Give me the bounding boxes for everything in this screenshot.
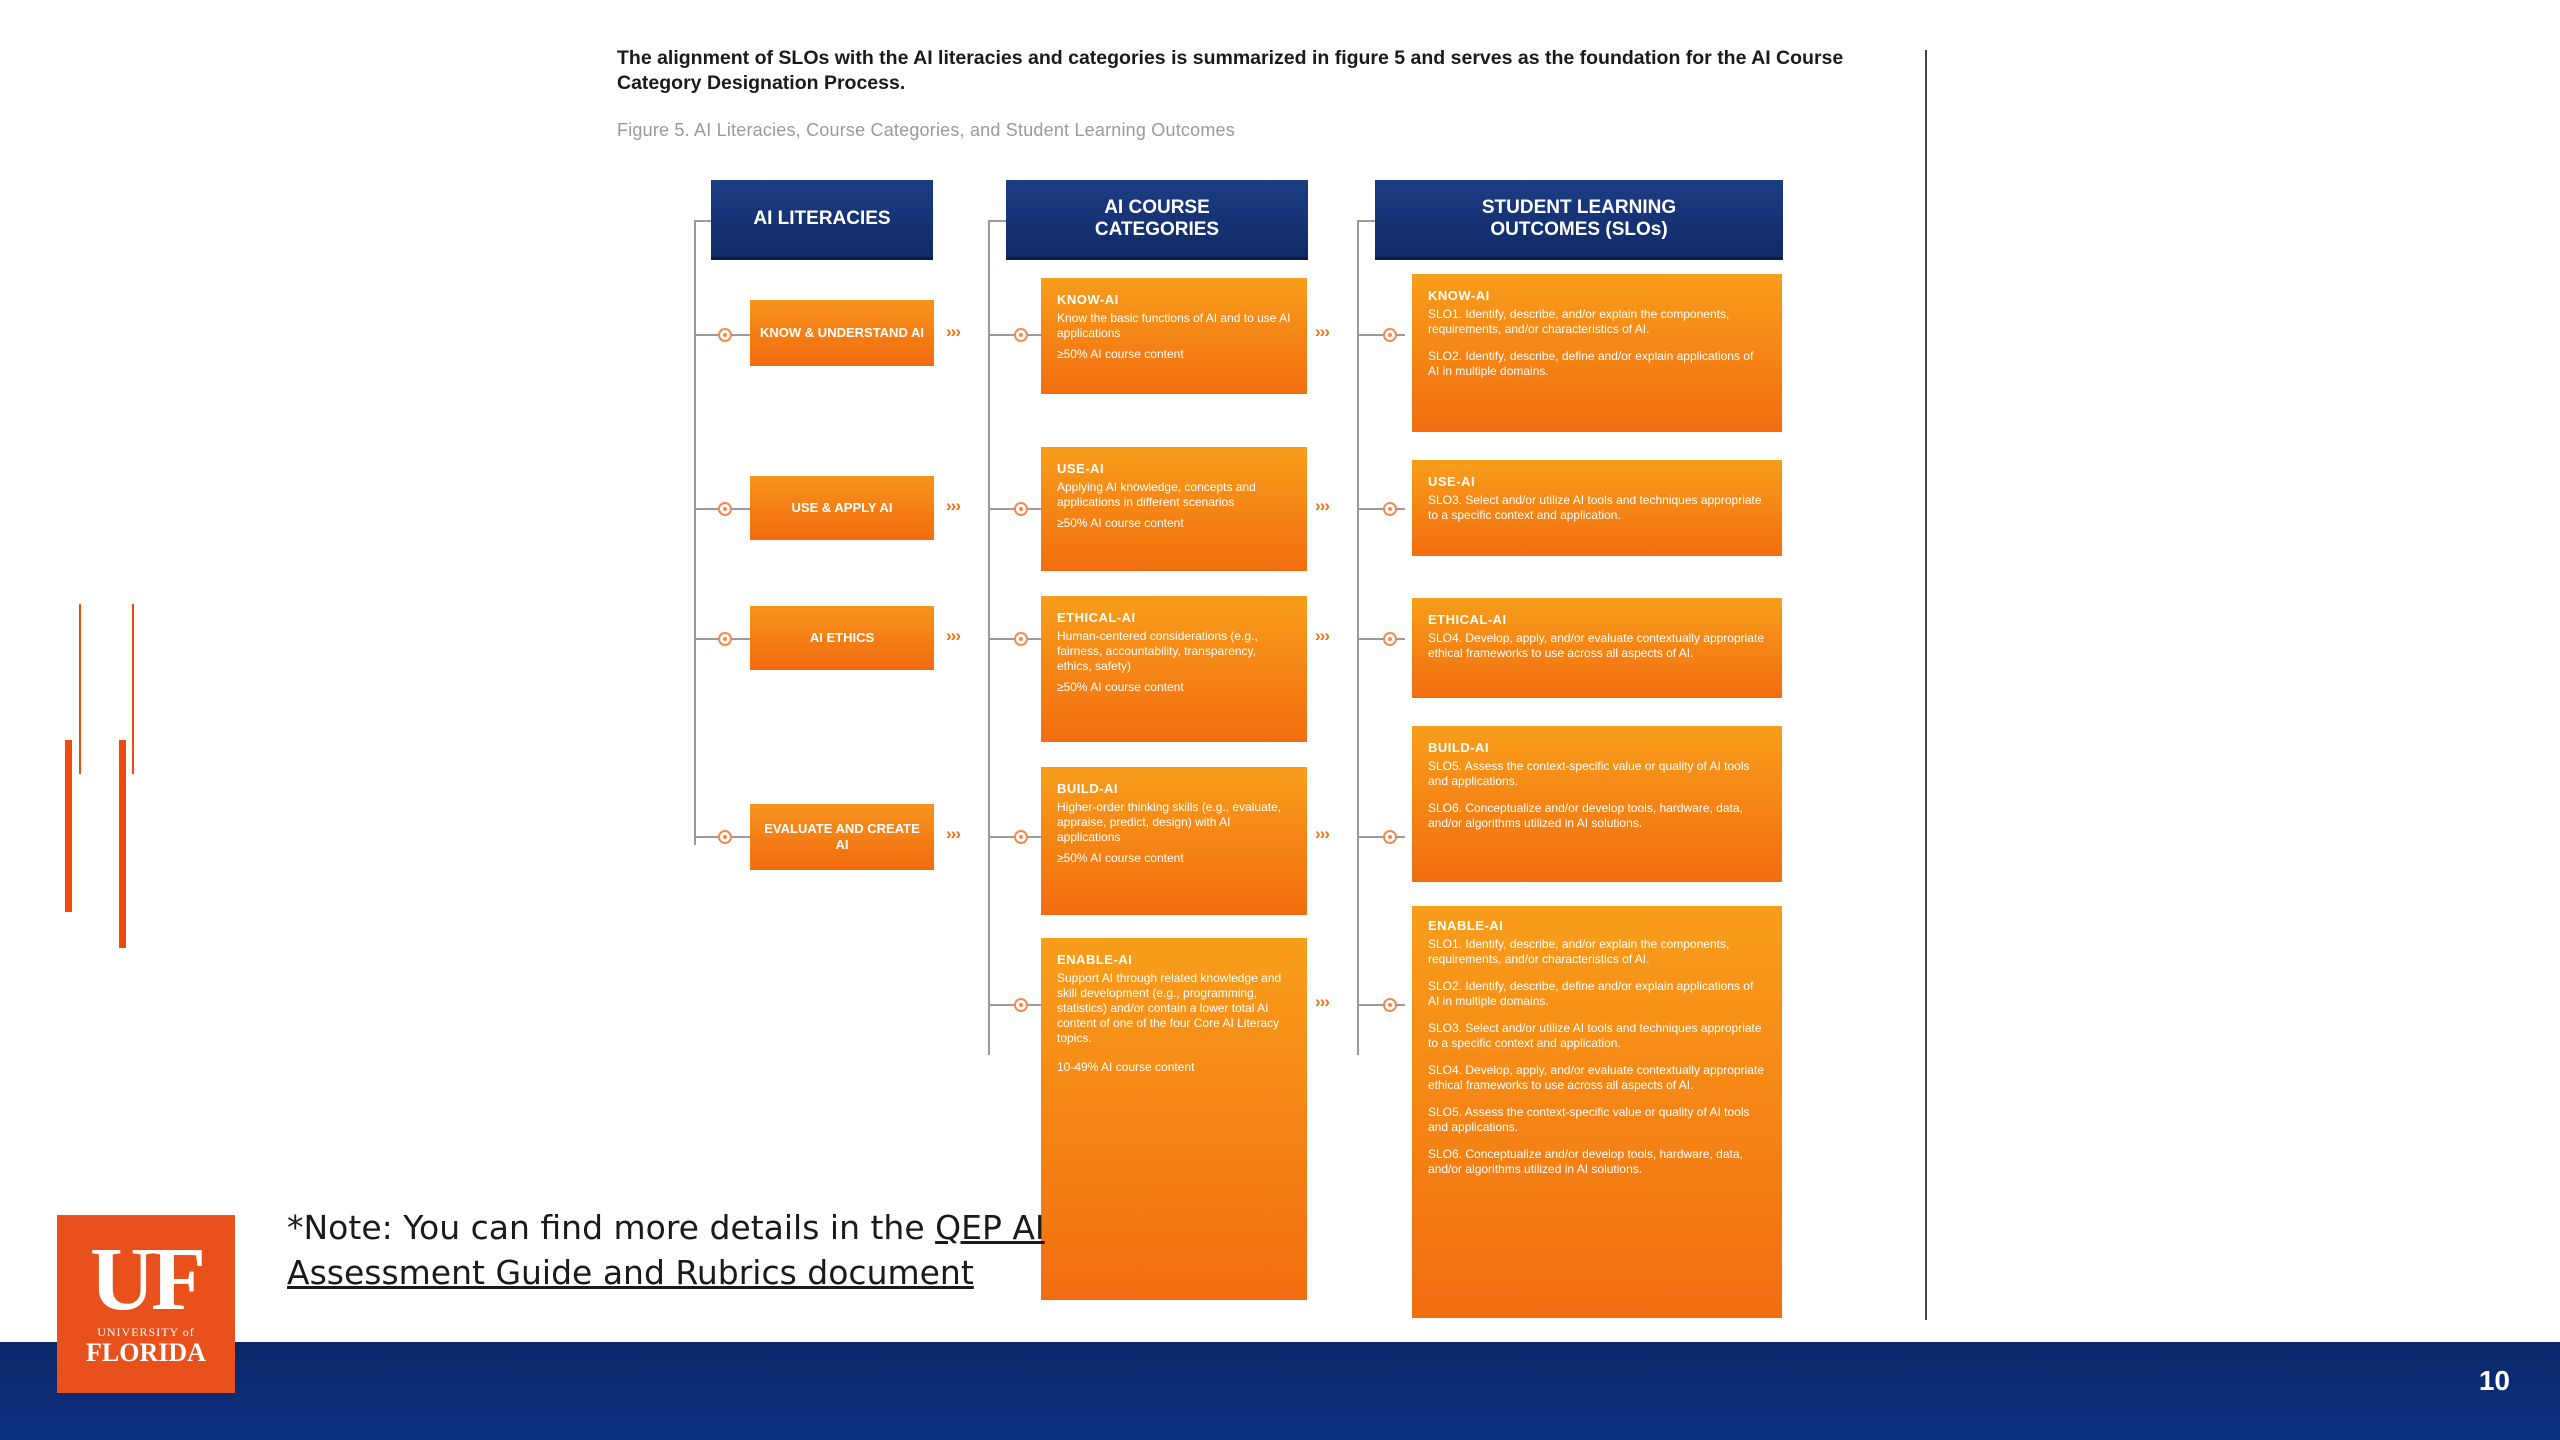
- header-ai-literacies: AI LITERACIES: [711, 180, 933, 260]
- category-title: BUILD-AI: [1057, 781, 1119, 796]
- slo-title: ETHICAL-AI: [1428, 612, 1507, 627]
- slo-title: BUILD-AI: [1428, 740, 1490, 755]
- vertical-divider: [1925, 50, 1927, 1320]
- slo-know-ai: [1412, 274, 1782, 432]
- slo-item: SLO1. Identify, describe, and/or explain the components, requirements, and/or characteristics of AI.: [1428, 307, 1730, 336]
- slo-item: SLO2. Identify, describe, define and/or explain applications of AI in multiple domains.: [1428, 349, 1754, 378]
- page-number: 10: [2478, 1365, 2510, 1396]
- slo-item: SLO2. Identify, describe, define and/or explain applications of AI in multiple domains.: [1428, 979, 1754, 1008]
- connector-dot: [1383, 502, 1397, 516]
- connector-dot: [1383, 998, 1397, 1012]
- connector-dot: [1383, 328, 1397, 342]
- category-title: USE-AI: [1057, 461, 1105, 476]
- connector-dot: [718, 830, 732, 844]
- footer-bar: [0, 1338, 2560, 1440]
- category-desc: Support AI through related knowledge and skill development (e.g., programming, statistics) and/or contain a lower total AI content of one of the four Core AI Literacy topics.: [1057, 971, 1282, 1045]
- category-pct: ≥50% AI course content: [1057, 851, 1184, 865]
- slo-ethical-ai: [1412, 598, 1782, 698]
- footnote: [287, 1205, 1207, 1295]
- slo-item: SLO4. Develop, apply, and/or evaluate contextually appropriate ethical frameworks to use across all aspects of AI.: [1428, 631, 1764, 660]
- header-ai-course-categories: AI COURSE CATEGORIES: [1006, 180, 1308, 260]
- logo-university-of: UNIVERSITY of: [97, 1325, 195, 1339]
- uf-logo: [57, 1215, 235, 1393]
- connector-line: [694, 220, 696, 845]
- connector-line: [1357, 220, 1375, 222]
- category-know-ai: [1041, 278, 1307, 394]
- category-build-ai: [1041, 767, 1307, 915]
- slo-item: SLO6. Conceptualize and/or develop tools, hardware, data, and/or algorithms utilized in AI solutions.: [1428, 801, 1743, 830]
- arrow-icon: ›››: [1315, 992, 1329, 1011]
- slo-title: ENABLE-AI: [1428, 918, 1504, 933]
- category-pct: ≥50% AI course content: [1057, 347, 1184, 361]
- arrow-icon: ›››: [946, 626, 960, 645]
- connector-dot: [718, 502, 732, 516]
- category-title: KNOW-AI: [1057, 292, 1119, 307]
- arrow-icon: ›››: [946, 824, 960, 843]
- slo-item: SLO3. Select and/or utilize AI tools and techniques appropriate to a specific context and application.: [1428, 493, 1762, 522]
- logo-letters: UF: [90, 1230, 202, 1329]
- category-use-ai: [1041, 447, 1307, 571]
- decor-bar: [132, 604, 134, 774]
- connector-line: [1357, 508, 1405, 510]
- arrow-icon: ›››: [1315, 322, 1329, 341]
- connector-line: [988, 220, 1006, 222]
- arrow-icon: ›››: [1315, 496, 1329, 515]
- category-desc: Human-centered considerations (e.g., fairness, accountability, transparency, ethics, safety): [1057, 629, 1258, 673]
- connector-dot: [1014, 632, 1028, 646]
- connector-dot: [718, 632, 732, 646]
- category-desc: Know the basic functions of AI and to use AI applications: [1057, 311, 1291, 340]
- figure-caption: Figure 5. AI Literacies, Course Categories, and Student Learning Outcomes: [617, 120, 1235, 140]
- decor-bar: [65, 740, 72, 912]
- literacy-evaluate-create-ai: EVALUATE AND CREATE AI: [750, 804, 934, 870]
- decor-bar: [79, 604, 81, 774]
- connector-dot: [1383, 830, 1397, 844]
- connector-line: [1357, 334, 1405, 336]
- connector-dot: [1014, 328, 1028, 342]
- footnote-text: *Note: You can find more details in the: [287, 1208, 936, 1247]
- logo-florida: FLORIDA: [86, 1338, 206, 1367]
- slo-item: SLO3. Select and/or utilize AI tools and techniques appropriate to a specific context and application.: [1428, 1021, 1762, 1050]
- arrow-icon: ›››: [946, 496, 960, 515]
- qep-guide-link[interactable]: QEP AI Assessment Guide and Rubrics document: [287, 1208, 1045, 1292]
- connector-dot: [1014, 502, 1028, 516]
- slo-build-ai: [1412, 726, 1782, 882]
- slo-item: SLO4. Develop, apply, and/or evaluate contextually appropriate ethical frameworks to use across all aspects of AI.: [1428, 1063, 1764, 1092]
- arrow-icon: ›››: [946, 322, 960, 341]
- slo-title: KNOW-AI: [1428, 288, 1490, 303]
- arrow-icon: ›››: [1315, 626, 1329, 645]
- literacy-use-apply-ai: USE & APPLY AI: [750, 476, 934, 540]
- category-title: ETHICAL-AI: [1057, 610, 1136, 625]
- connector-line: [1357, 836, 1405, 838]
- category-desc: Higher-order thinking skills (e.g., evaluate, appraise, predict, design) with AI applications: [1057, 800, 1282, 844]
- slo-item: SLO6. Conceptualize and/or develop tools, hardware, data, and/or algorithms utilized in AI solutions.: [1428, 1147, 1743, 1176]
- literacy-know-understand-ai: KNOW & UNDERSTAND AI: [750, 300, 934, 366]
- decor-bar: [119, 740, 126, 948]
- arrow-icon: ›››: [1315, 824, 1329, 843]
- category-desc: Applying AI knowledge, concepts and applications in different scenarios: [1057, 480, 1256, 509]
- slo-enable-ai: [1412, 906, 1782, 1318]
- connector-line: [1357, 1004, 1405, 1006]
- slo-item: SLO5. Assess the context-specific value or quality of AI tools and applications.: [1428, 759, 1750, 788]
- category-pct: 10-49% AI course content: [1057, 1060, 1195, 1074]
- intro-text: The alignment of SLOs with the AI literacies and categories is summarized in figure 5 and serves as the foundation for the AI Course Category Designation Process.: [617, 47, 1844, 94]
- category-ethical-ai: [1041, 596, 1307, 742]
- slo-title: USE-AI: [1428, 474, 1476, 489]
- slo-item: SLO1. Identify, describe, and/or explain the components, requirements, and/or characteristics of AI.: [1428, 937, 1730, 966]
- connector-dot: [1014, 998, 1028, 1012]
- category-pct: ≥50% AI course content: [1057, 680, 1184, 694]
- figure-diagram: [690, 170, 1790, 1320]
- connector-dot: [718, 328, 732, 342]
- connector-line: [694, 220, 711, 222]
- connector-dot: [1014, 830, 1028, 844]
- slo-use-ai: [1412, 460, 1782, 556]
- connector-dot: [1383, 632, 1397, 646]
- category-title: ENABLE-AI: [1057, 952, 1133, 967]
- header-slos: STUDENT LEARNING OUTCOMES (SLOs): [1375, 180, 1783, 260]
- category-pct: ≥50% AI course content: [1057, 516, 1184, 530]
- slo-item: SLO5. Assess the context-specific value or quality of AI tools and applications.: [1428, 1105, 1750, 1134]
- connector-line: [1357, 638, 1405, 640]
- literacy-ai-ethics: AI ETHICS: [750, 606, 934, 670]
